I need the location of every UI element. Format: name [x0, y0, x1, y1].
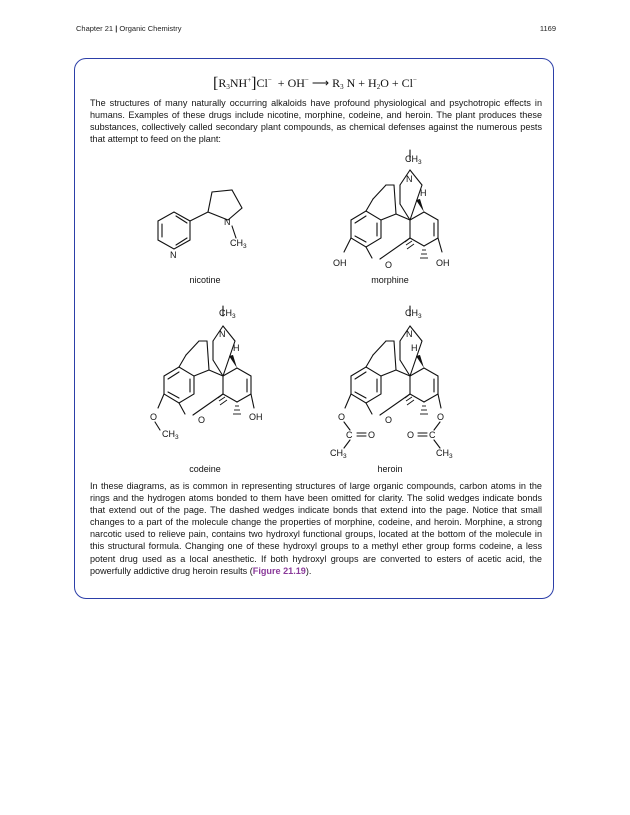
eq-o: O [380, 76, 389, 90]
heroin-atom-o-left: O [338, 412, 346, 422]
heroin-methyl-left-sub: 3 [343, 453, 347, 460]
codeine-atom-o-ether: O [150, 412, 158, 422]
morphine-oh-left: OH [333, 258, 347, 268]
nicotine-methyl-sub: 3 [243, 243, 247, 250]
heroin-atom-c-right: C [429, 430, 436, 440]
heroin-methyl-right-sub: 3 [449, 453, 453, 460]
heroin-methyl-right-ch: CH [436, 448, 449, 458]
eq-h: H [368, 76, 377, 90]
eq-n: N [346, 76, 356, 90]
eq-r2: R [332, 76, 341, 90]
bracket-close: ] [251, 75, 257, 92]
codeine-atom-h: H [233, 343, 240, 353]
morphine-methyl-sub: 3 [418, 159, 422, 166]
heroin-carbonyl-o-left: O [368, 430, 376, 440]
eq-arrow: ⟶ [311, 76, 330, 90]
bracket-open: [ [213, 75, 219, 92]
eq-plus3: + [391, 76, 399, 90]
morphine-atom-o: O [385, 260, 393, 270]
eq-nh-sup: + [247, 76, 252, 84]
heroin-methyl-top-ch: CH [405, 308, 418, 318]
heroin-atom-o-bridge: O [385, 415, 393, 425]
page-number: 1169 [539, 24, 556, 33]
codeine-methyl-top [219, 308, 236, 320]
eq-r1-sub: 3 [226, 83, 230, 91]
nicotine-methyl-ch: CH [230, 238, 243, 248]
closing-end: ). [305, 565, 312, 576]
eq-plus2: + [358, 76, 366, 90]
morphine-atom-h: H [420, 188, 427, 198]
caption-morphine: morphine [371, 275, 409, 285]
eq-oh-sup: − [304, 76, 309, 84]
morphine-oh-right: OH [436, 258, 450, 268]
intro-paragraph: The structures of many naturally occurring alkaloids have profound physiological and psychotropic effects in humans. Examples of these drugs include nicotine, morphine, codeine, and heroin. The plant produces these substances, collectively called secondary plant compounds, as chemical defenses against the numerous pests that attempt to feed on the plant: [90, 98, 542, 145]
morphine-methyl-ch: CH [405, 154, 418, 164]
codeine-atom-o-bridge: O [198, 415, 206, 425]
closing-text: In these diagrams, as is common in representing structures of large organic compounds, carbon atoms in the rings and the hydrogen atoms bonded to them have been omitted for clarity. The solid wedges indicate bonds that extend out of the page. The dashed wedges indicate bonds that extend into the page. Notice that small changes to a part of the molecule change the properties of morphine, codeine, and heroin. Morphine, a strong narcotic used to relieve pain, contains two hydroxyl functional groups, located at the bottom of the molecule in this structural formula. Changing one of these hydroxyl groups to a methyl ether group forms codeine, a less potent drug used as a local anesthetic. If both hydroxyl groups are converted to esters of acetic acid, the powerfully addictive drug heroin results ( [90, 481, 542, 576]
caption-codeine: codeine [189, 464, 221, 474]
heroin-methyl-left [330, 448, 347, 460]
eq-cl2-sup: − [413, 76, 417, 84]
nicotine-structure [158, 190, 247, 260]
codeine-methyl-bottom-sub: 3 [175, 434, 179, 441]
heroin-methyl-top [405, 308, 422, 320]
heroin-methyl-top-sub: 3 [418, 313, 422, 320]
chapter-subject: Organic Chemistry [119, 24, 182, 33]
figure-link[interactable]: Figure 21.19 [252, 565, 306, 576]
morphine-structure [333, 150, 450, 270]
nicotine-atom-n-ring: N [224, 217, 231, 227]
eq-plus1: + [277, 76, 285, 90]
caption-nicotine: nicotine [189, 275, 221, 285]
codeine-atom-n: N [219, 329, 226, 339]
codeine-methyl-top-sub: 3 [232, 313, 236, 320]
nicotine-atom-n-pyridine: N [170, 250, 177, 260]
eq-h-sub: 2 [376, 83, 381, 91]
eq-r2-sub: 3 [340, 83, 344, 91]
heroin-atom-o-right: O [437, 412, 445, 422]
nicotine-methyl [230, 238, 247, 250]
caption-heroin: heroin [377, 464, 403, 474]
eq-r1: R [218, 76, 227, 90]
eq-cl1-sup: − [267, 76, 272, 84]
codeine-structure [150, 306, 263, 441]
heroin-methyl-right [436, 448, 453, 460]
heroin-atom-n: N [406, 329, 413, 339]
heroin-carbonyl-o-right: O [407, 430, 415, 440]
eq-nh: NH [229, 76, 248, 90]
header-separator: | [115, 24, 118, 33]
chapter-label: Chapter 21 [76, 24, 114, 33]
codeine-methyl-top-ch: CH [219, 308, 232, 318]
codeine-methyl-bottom [162, 429, 179, 441]
heroin-methyl-left-ch: CH [330, 448, 343, 458]
closing-paragraph [90, 480, 542, 577]
heroin-structure [330, 306, 453, 460]
eq-oh: OH [287, 76, 305, 90]
morphine-atom-n: N [406, 174, 413, 184]
codeine-methyl-bottom-ch: CH [162, 429, 175, 439]
heroin-atom-h: H [411, 343, 418, 353]
heroin-atom-c-left: C [346, 430, 353, 440]
codeine-oh: OH [249, 412, 263, 422]
eq-cl1: Cl [256, 76, 268, 90]
morphine-methyl [405, 154, 422, 166]
eq-cl2: Cl [401, 76, 414, 90]
